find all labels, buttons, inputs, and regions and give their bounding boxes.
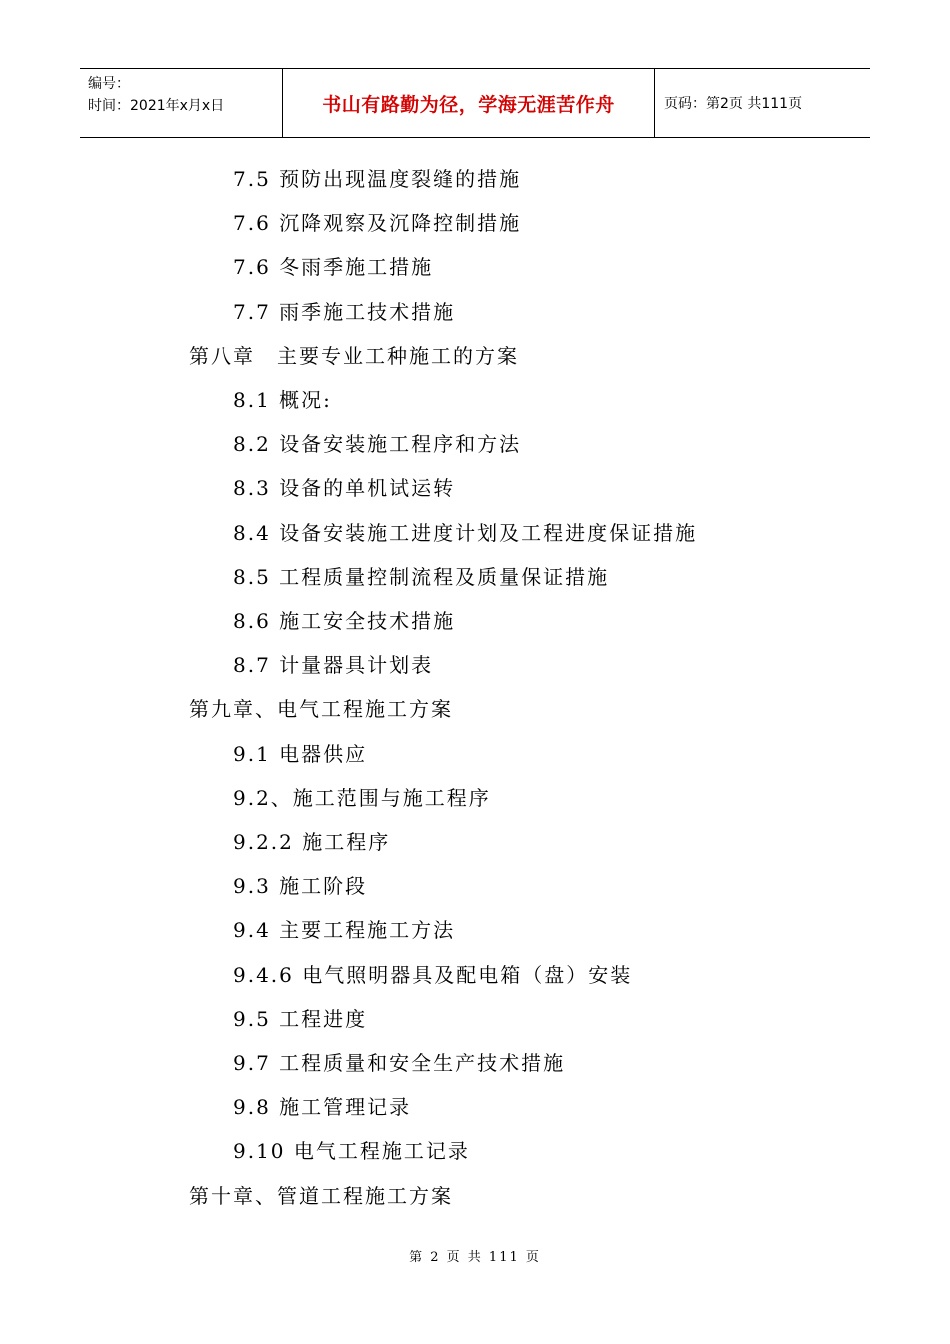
page-footer: 第 2 页 共 111 页 — [409, 1250, 541, 1265]
toc-entry: 8.2 设备安装施工程序和方法 — [233, 432, 522, 456]
toc-entry: 9.3 施工阶段 — [233, 874, 368, 898]
toc-entry: 9.4.6 电气照明器具及配电箱（盘）安装 — [233, 963, 633, 987]
toc-entry: 8.1 概况: — [233, 388, 332, 412]
toc-entry: 8.3 设备的单机试运转 — [233, 476, 456, 500]
toc-entry: 9.5 工程进度 — [233, 1007, 368, 1031]
toc-entry: 9.1 电器供应 — [233, 742, 368, 766]
toc-entry: 9.2、施工范围与施工程序 — [233, 786, 491, 810]
header-motto: 书山有路勤为径，学海无涯苦作舟 — [322, 93, 615, 116]
document-date-label: 时间：2021年x月x日 — [88, 98, 225, 114]
toc-entry: 8.7 计量器具计划表 — [233, 653, 434, 677]
toc-entry: 9.8 施工管理记录 — [233, 1095, 412, 1119]
toc-entry: 9.10 电气工程施工记录 — [233, 1139, 470, 1163]
toc-entry: 8.6 施工安全技术措施 — [233, 609, 456, 633]
toc-entry: 7.6 冬雨季施工措施 — [233, 255, 434, 279]
document-number-label: 编号： — [88, 76, 130, 92]
toc-chapter-heading: 第九章、电气工程施工方案 — [189, 697, 453, 721]
toc-entry: 7.7 雨季施工技术措施 — [233, 300, 456, 324]
header-motto-cell — [283, 69, 655, 137]
toc-chapter-heading: 第十章、管道工程施工方案 — [189, 1184, 453, 1208]
toc-entry: 8.4 设备安装施工进度计划及工程进度保证措施 — [233, 521, 698, 545]
toc-entry: 9.7 工程质量和安全生产技术措施 — [233, 1051, 566, 1075]
toc-chapter-heading: 第八章 主要专业工种施工的方案 — [189, 344, 519, 368]
toc-entry: 9.4 主要工程施工方法 — [233, 918, 456, 942]
header-meta-cell — [80, 69, 283, 137]
toc-entry: 7.5 预防出现温度裂缝的措施 — [233, 167, 522, 191]
page-header — [80, 68, 870, 138]
toc-entry: 9.2.2 施工程序 — [233, 830, 391, 854]
header-page-info: 页码：第2页 共111页 — [664, 96, 803, 112]
toc-entry: 8.5 工程质量控制流程及质量保证措施 — [233, 565, 610, 589]
toc-entry: 7.6 沉降观察及沉降控制措施 — [233, 211, 522, 235]
